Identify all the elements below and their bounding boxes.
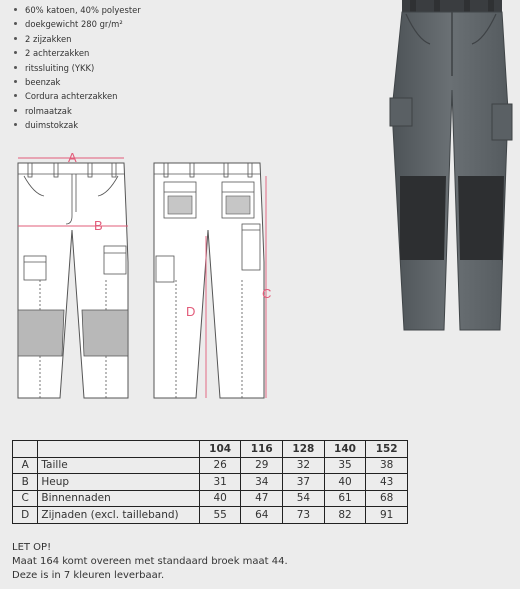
size-header: 128 (283, 441, 325, 458)
photo-right-knee-panel (458, 176, 504, 260)
bullet-icon (14, 22, 17, 25)
photo-left-knee-panel (400, 176, 446, 260)
size-header: 152 (366, 441, 408, 458)
feature-item (14, 32, 141, 46)
row-value: 82 (324, 507, 366, 524)
row-value: 38 (366, 457, 408, 474)
row-value: 32 (283, 457, 325, 474)
header-blank-letter (13, 441, 38, 458)
table-row (13, 457, 408, 474)
feature-text: Cordura achterzakken (25, 91, 118, 102)
feature-item (14, 46, 141, 60)
size-header: 104 (199, 441, 241, 458)
table-row (13, 507, 408, 524)
row-label: Binnennaden (38, 490, 199, 507)
row-letter: C (13, 490, 38, 507)
table-row (13, 490, 408, 507)
bullet-icon (14, 66, 17, 69)
front-trouser-outline (18, 163, 128, 398)
row-value: 43 (366, 474, 408, 491)
row-value: 91 (366, 507, 408, 524)
header-blank-label (38, 441, 199, 458)
bullet-icon (14, 37, 17, 40)
feature-item (14, 61, 141, 75)
measure-b-label: B (94, 218, 103, 233)
bullet-icon (14, 51, 17, 54)
feature-text: doekgewicht 280 gr/m² (25, 19, 123, 30)
bullet-icon (14, 123, 17, 126)
feature-item (14, 118, 141, 132)
size-header-row (13, 441, 408, 458)
feature-text: beenzak (25, 77, 61, 88)
row-value: 47 (241, 490, 283, 507)
row-letter: A (13, 457, 38, 474)
row-letter: D (13, 507, 38, 524)
bullet-icon (14, 94, 17, 97)
feature-item (14, 75, 141, 89)
row-value: 34 (241, 474, 283, 491)
note-line: Deze is in 7 kleuren leverbaar. (12, 570, 165, 581)
front-left-knee-patch (18, 310, 64, 356)
feature-text: duimstokzak (25, 120, 79, 131)
row-value: 35 (324, 457, 366, 474)
row-value: 64 (241, 507, 283, 524)
measure-d-label: D (186, 304, 196, 319)
feature-list (14, 3, 141, 133)
row-value: 73 (283, 507, 325, 524)
size-header: 116 (241, 441, 283, 458)
note-heading: LET OP! (12, 542, 52, 553)
feature-item (14, 3, 141, 17)
feature-item (14, 89, 141, 103)
row-value: 55 (199, 507, 241, 524)
trouser-technical-drawing (10, 150, 280, 412)
feature-text: 2 achterzakken (25, 48, 90, 59)
bullet-icon (14, 8, 17, 11)
measure-a-label: A (68, 150, 77, 165)
row-value: 54 (283, 490, 325, 507)
row-value: 26 (199, 457, 241, 474)
size-table (12, 440, 408, 524)
row-value: 40 (324, 474, 366, 491)
feature-item (14, 17, 141, 31)
row-value: 40 (199, 490, 241, 507)
feature-text: 60% katoen, 40% polyester (25, 5, 141, 15)
row-value: 37 (283, 474, 325, 491)
feature-item (14, 104, 141, 118)
bullet-icon (14, 80, 17, 83)
size-note (12, 541, 288, 583)
bullet-icon (14, 109, 17, 112)
row-value: 61 (324, 490, 366, 507)
trouser-product-photo (384, 0, 520, 334)
row-value: 29 (241, 457, 283, 474)
measure-c-label: C (262, 286, 272, 301)
table-row (13, 474, 408, 491)
row-value: 68 (366, 490, 408, 507)
front-right-knee-patch (82, 310, 128, 356)
row-label: Taille (38, 457, 199, 474)
feature-text: rolmaatzak (25, 105, 72, 116)
row-label: Heup (38, 474, 199, 491)
size-header: 140 (324, 441, 366, 458)
row-value: 31 (199, 474, 241, 491)
feature-text: ritssluiting (YKK) (25, 62, 95, 73)
note-line: Maat 164 komt overeen met standaard broek maat 44. (12, 556, 288, 567)
row-letter: B (13, 474, 38, 491)
row-label: Zijnaden (excl. tailleband) (38, 507, 199, 524)
feature-text: 2 zijzakken (25, 33, 72, 44)
